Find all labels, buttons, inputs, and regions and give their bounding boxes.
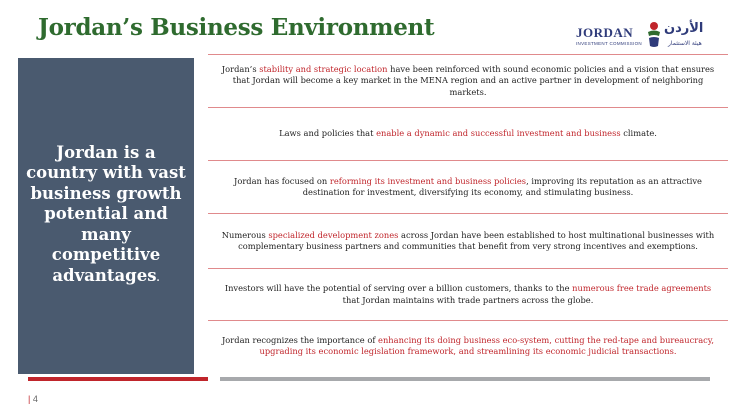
text-fragment: Numerous [221, 229, 269, 240]
jordan-investment-commission-logo [576, 18, 716, 52]
highlighted-phrase: stability and strategic location [259, 63, 388, 74]
text-fragment: Jordan has focused on [234, 175, 330, 186]
text-fragment: Laws and policies that [279, 128, 377, 139]
text-fragment: Investors will have the potential of serving over a billion customers, thanks to the [224, 283, 573, 294]
text-fragment: climate. [620, 128, 657, 139]
advantage-text [279, 128, 657, 139]
advantage-row-3 [208, 161, 728, 213]
page-number [28, 394, 38, 404]
advantage-row-5 [208, 269, 728, 320]
highlighted-phrase: enhancing its doing business eco-system, cutting the red-tape and bureaucracy, upgrading its economic legislation framework, and streamlining its economic judicial transactions. [259, 334, 715, 356]
footer-accent-bar [28, 377, 208, 381]
logo-arabic-subtitle: هيئة الاستثمار [668, 40, 702, 47]
slide-title: Jordan’s Business Environment [38, 14, 435, 41]
text-fragment: have been reinforced with sound economic policies and a vision that ensures that Jordan will become a key market in the MENA region and an active partner in development of neighboring markets. [232, 63, 715, 97]
logo-latin-subtitle: INVESTMENT COMMISSION [576, 41, 642, 46]
advantage-text [218, 64, 718, 98]
text-fragment: that Jordan maintains with trade partners across the globe. [342, 294, 594, 305]
page-number-separator: | [28, 394, 31, 404]
advantage-text [218, 230, 718, 253]
advantage-row-6 [208, 321, 728, 371]
footer-grey-bar [220, 377, 710, 381]
text-fragment: Jordan’s [221, 63, 260, 74]
logo-arabic-text: الأردن [664, 21, 704, 36]
side-panel-period: . [156, 273, 160, 284]
highlighted-phrase: numerous free trade agreements [572, 283, 712, 294]
advantage-text [218, 176, 718, 199]
advantage-row-2 [208, 108, 728, 160]
advantage-row-1 [208, 55, 728, 107]
text-fragment: Jordan recognizes the importance of [221, 334, 379, 345]
highlighted-phrase: specialized development zones [268, 229, 399, 240]
text-fragment: , improving its reputation as an attractive destination for investment, diversifying its economy, and stimulating business. [302, 175, 702, 197]
advantage-row-4 [208, 214, 728, 268]
highlighted-phrase: enable a dynamic and successful investment and business [376, 128, 621, 139]
side-panel-text [18, 143, 194, 290]
page-number-value: 4 [32, 394, 38, 404]
advantage-text [218, 335, 718, 358]
side-panel [18, 58, 194, 374]
text-fragment: across Jordan have been established to host multinational businesses with complementary business partners and communities that benefit from very strong incentives and exemptions. [238, 229, 715, 251]
logo-mark-icon [645, 20, 663, 50]
advantage-text [218, 283, 718, 306]
side-panel-statement: Jordan is a country with vast business growth potential and many competitive advantages [26, 142, 186, 285]
logo-latin-text: JORDAN [576, 25, 634, 40]
highlighted-phrase: reforming its investment and business policies [329, 175, 527, 186]
